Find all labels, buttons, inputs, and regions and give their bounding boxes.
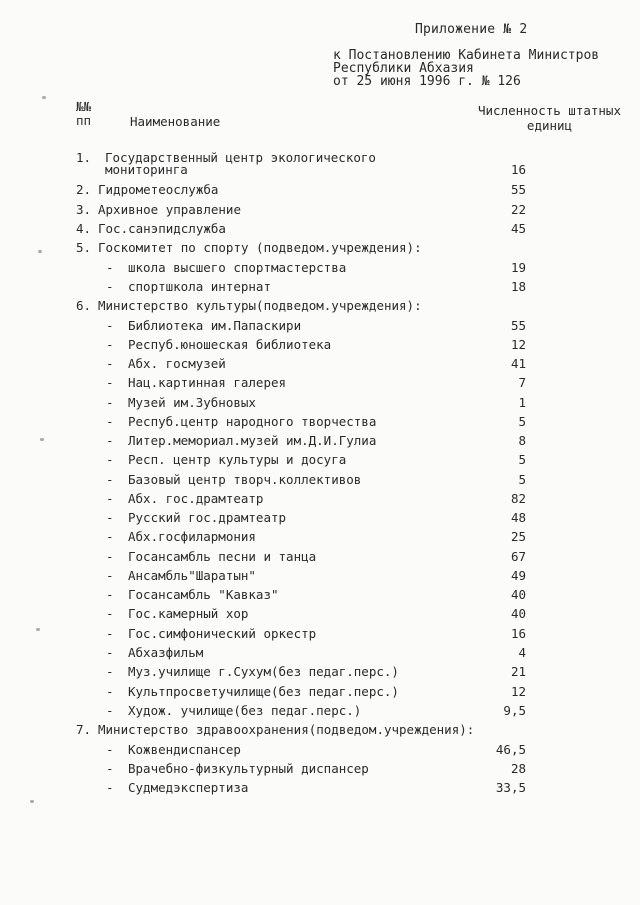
row-name: Государственный центр экологического [105,150,376,165]
row-name-text: Муз.училище г.Сухум(без педаг.перс.) [128,664,399,679]
row-dash: - [106,529,114,544]
row-value: 1 [518,395,526,410]
row-name-text: Литер.мемориал.музей им.Д.И.Гулиа [128,433,377,448]
row-value: 12 [510,337,526,352]
row-value: 18 [510,279,526,294]
row-number: 4. [76,221,92,236]
scan-speck [38,250,42,253]
row-name-text: Кожвендиспансер [128,742,241,757]
row-dash: - [106,337,114,352]
row-value: 45 [510,221,526,236]
row-name [106,491,263,506]
row-number: 3. [76,202,92,217]
decree-line: Республики Абхазия [333,61,474,76]
row-name [106,279,271,294]
row-name [106,510,286,525]
row-value: 16 [510,626,526,641]
scan-speck [40,438,44,441]
row-dash: - [106,761,114,776]
row-name-text: Госансамбль "Кавказ" [128,587,279,602]
row-name [106,568,256,583]
row-name [106,452,346,467]
row-dash: - [106,279,114,294]
row-name [106,587,279,602]
column-header-number-line2: пп [76,113,92,128]
row-name-text: Абхазфильм [128,645,204,660]
row-name [106,645,203,660]
row-name [106,742,241,757]
row-value: 22 [510,202,526,217]
row-dash: - [106,742,114,757]
row-name-text: Базовый центр творч.коллективов [128,472,362,487]
row-name-text: Гос.симфонический оркестр [128,626,317,641]
row-value: 8 [518,433,526,448]
row-name [106,626,316,641]
row-dash: - [106,645,114,660]
row-number: 2. [76,182,92,197]
row-value: 4 [518,645,526,660]
row-value: 55 [510,182,526,197]
row-dash: - [106,684,114,699]
row-name [106,260,346,275]
scan-speck [36,628,40,631]
row-name-text: Худож. училище(без педаг.перс.) [128,703,362,718]
row-dash: - [106,395,114,410]
decree-line: к Постановлению Кабинета Министров [333,48,600,63]
row-value: 25 [510,529,526,544]
row-dash: - [106,491,114,506]
row-name: Архивное управление [98,202,241,217]
row-name [106,549,316,564]
row-name [106,761,369,776]
row-dash: - [106,356,114,371]
row-name-text: Респ. центр культуры и досуга [128,452,347,467]
row-name [106,356,226,371]
row-number: 7. [76,722,92,737]
row-value: 16 [510,162,526,177]
row-name [106,472,361,487]
row-name-text: Врачебно-физкультурный диспансер [128,761,369,776]
row-value: 28 [510,761,526,776]
row-number: 5. [76,240,92,255]
row-number: 6. [76,298,92,313]
row-name-text: Библиотека им.Папаскири [128,318,302,333]
column-header-count [478,103,621,133]
row-name-text: Культпросветучилище(без педаг.перс.) [128,684,399,699]
row-name-text: Госансамбль песни и танца [128,549,317,564]
row-name-text: Музей им.Зубновых [128,395,256,410]
row-name [106,318,301,333]
row-dash: - [106,664,114,679]
row-name-text: спортшкола интернат [128,279,271,294]
row-value: 5 [518,452,526,467]
row-value: 7 [518,375,526,390]
row-value: 33,5 [495,780,526,795]
row-dash: - [106,510,114,525]
row-name-text: Судмедэкспертиза [128,780,249,795]
scan-speck [42,96,46,99]
row-name [106,780,248,795]
row-name-text: школа высшего спортмастерства [128,260,347,275]
row-dash: - [106,433,114,448]
decree-line: от 25 июня 1996 г. № 126 [333,74,521,89]
row-dash: - [106,375,114,390]
row-name [106,395,256,410]
row-name-text: Гос.камерный хор [128,606,249,621]
column-header-name: Наименование [130,114,221,129]
row-value: 82 [510,491,526,506]
row-name-text: Респуб.центр народного творчества [128,414,377,429]
row-name [106,414,376,429]
row-name: Гидрометеослужба [98,182,219,197]
row-name-text: Нац.картинная галерея [128,375,287,390]
row-name [106,606,248,621]
row-name: Министерство здравоохранения(подведом.учреждения): [98,722,475,737]
column-header-number-line1: №№ [76,99,92,114]
row-name: Министерство культуры(подведом.учреждения): [98,298,422,313]
row-name [106,529,256,544]
row-dash: - [106,626,114,641]
row-value: 40 [510,587,526,602]
column-header-count-line2: единиц [526,118,573,133]
row-name: Госкомитет по спорту (подведом.учреждения): [98,240,422,255]
row-name-text: Абх.госфилармония [128,529,256,544]
row-value: 5 [518,472,526,487]
row-name-text: Русский гос.драмтеатр [128,510,287,525]
column-header-number [76,100,91,128]
row-value: 67 [510,549,526,564]
column-header-count-line1: Численность штатных [478,103,621,118]
row-name-continuation: мониторинга [105,162,188,177]
row-value: 46,5 [495,742,526,757]
row-value: 9,5 [503,703,526,718]
row-dash: - [106,414,114,429]
row-value: 40 [510,606,526,621]
row-name [106,375,286,390]
row-name: Гос.санэпидслужба [98,221,226,236]
row-dash: - [106,703,114,718]
row-dash: - [106,472,114,487]
row-name [106,664,399,679]
row-name [106,433,376,448]
row-dash: - [106,606,114,621]
row-dash: - [106,549,114,564]
row-name [106,337,331,352]
row-name [106,684,399,699]
row-value: 12 [510,684,526,699]
row-name-text: Абх. гос.драмтеатр [128,491,264,506]
row-dash: - [106,318,114,333]
row-value: 48 [510,510,526,525]
scan-speck [30,800,34,803]
row-value: 5 [518,414,526,429]
row-value: 19 [510,260,526,275]
row-name [106,703,361,718]
row-name-text: Абх. госмузей [128,356,226,371]
row-dash: - [106,587,114,602]
row-value: 41 [510,356,526,371]
decree-reference [333,49,599,88]
row-dash: - [106,780,114,795]
row-dash: - [106,568,114,583]
row-value: 49 [510,568,526,583]
row-dash: - [106,260,114,275]
row-name-text: Ансамбль"Шаратын" [128,568,256,583]
row-value: 55 [510,318,526,333]
row-value: 21 [510,664,526,679]
row-number: 1. [76,150,92,165]
appendix-label: Приложение № 2 [415,22,528,37]
row-dash: - [106,452,114,467]
row-name-text: Респуб.юношеская библиотека [128,337,332,352]
